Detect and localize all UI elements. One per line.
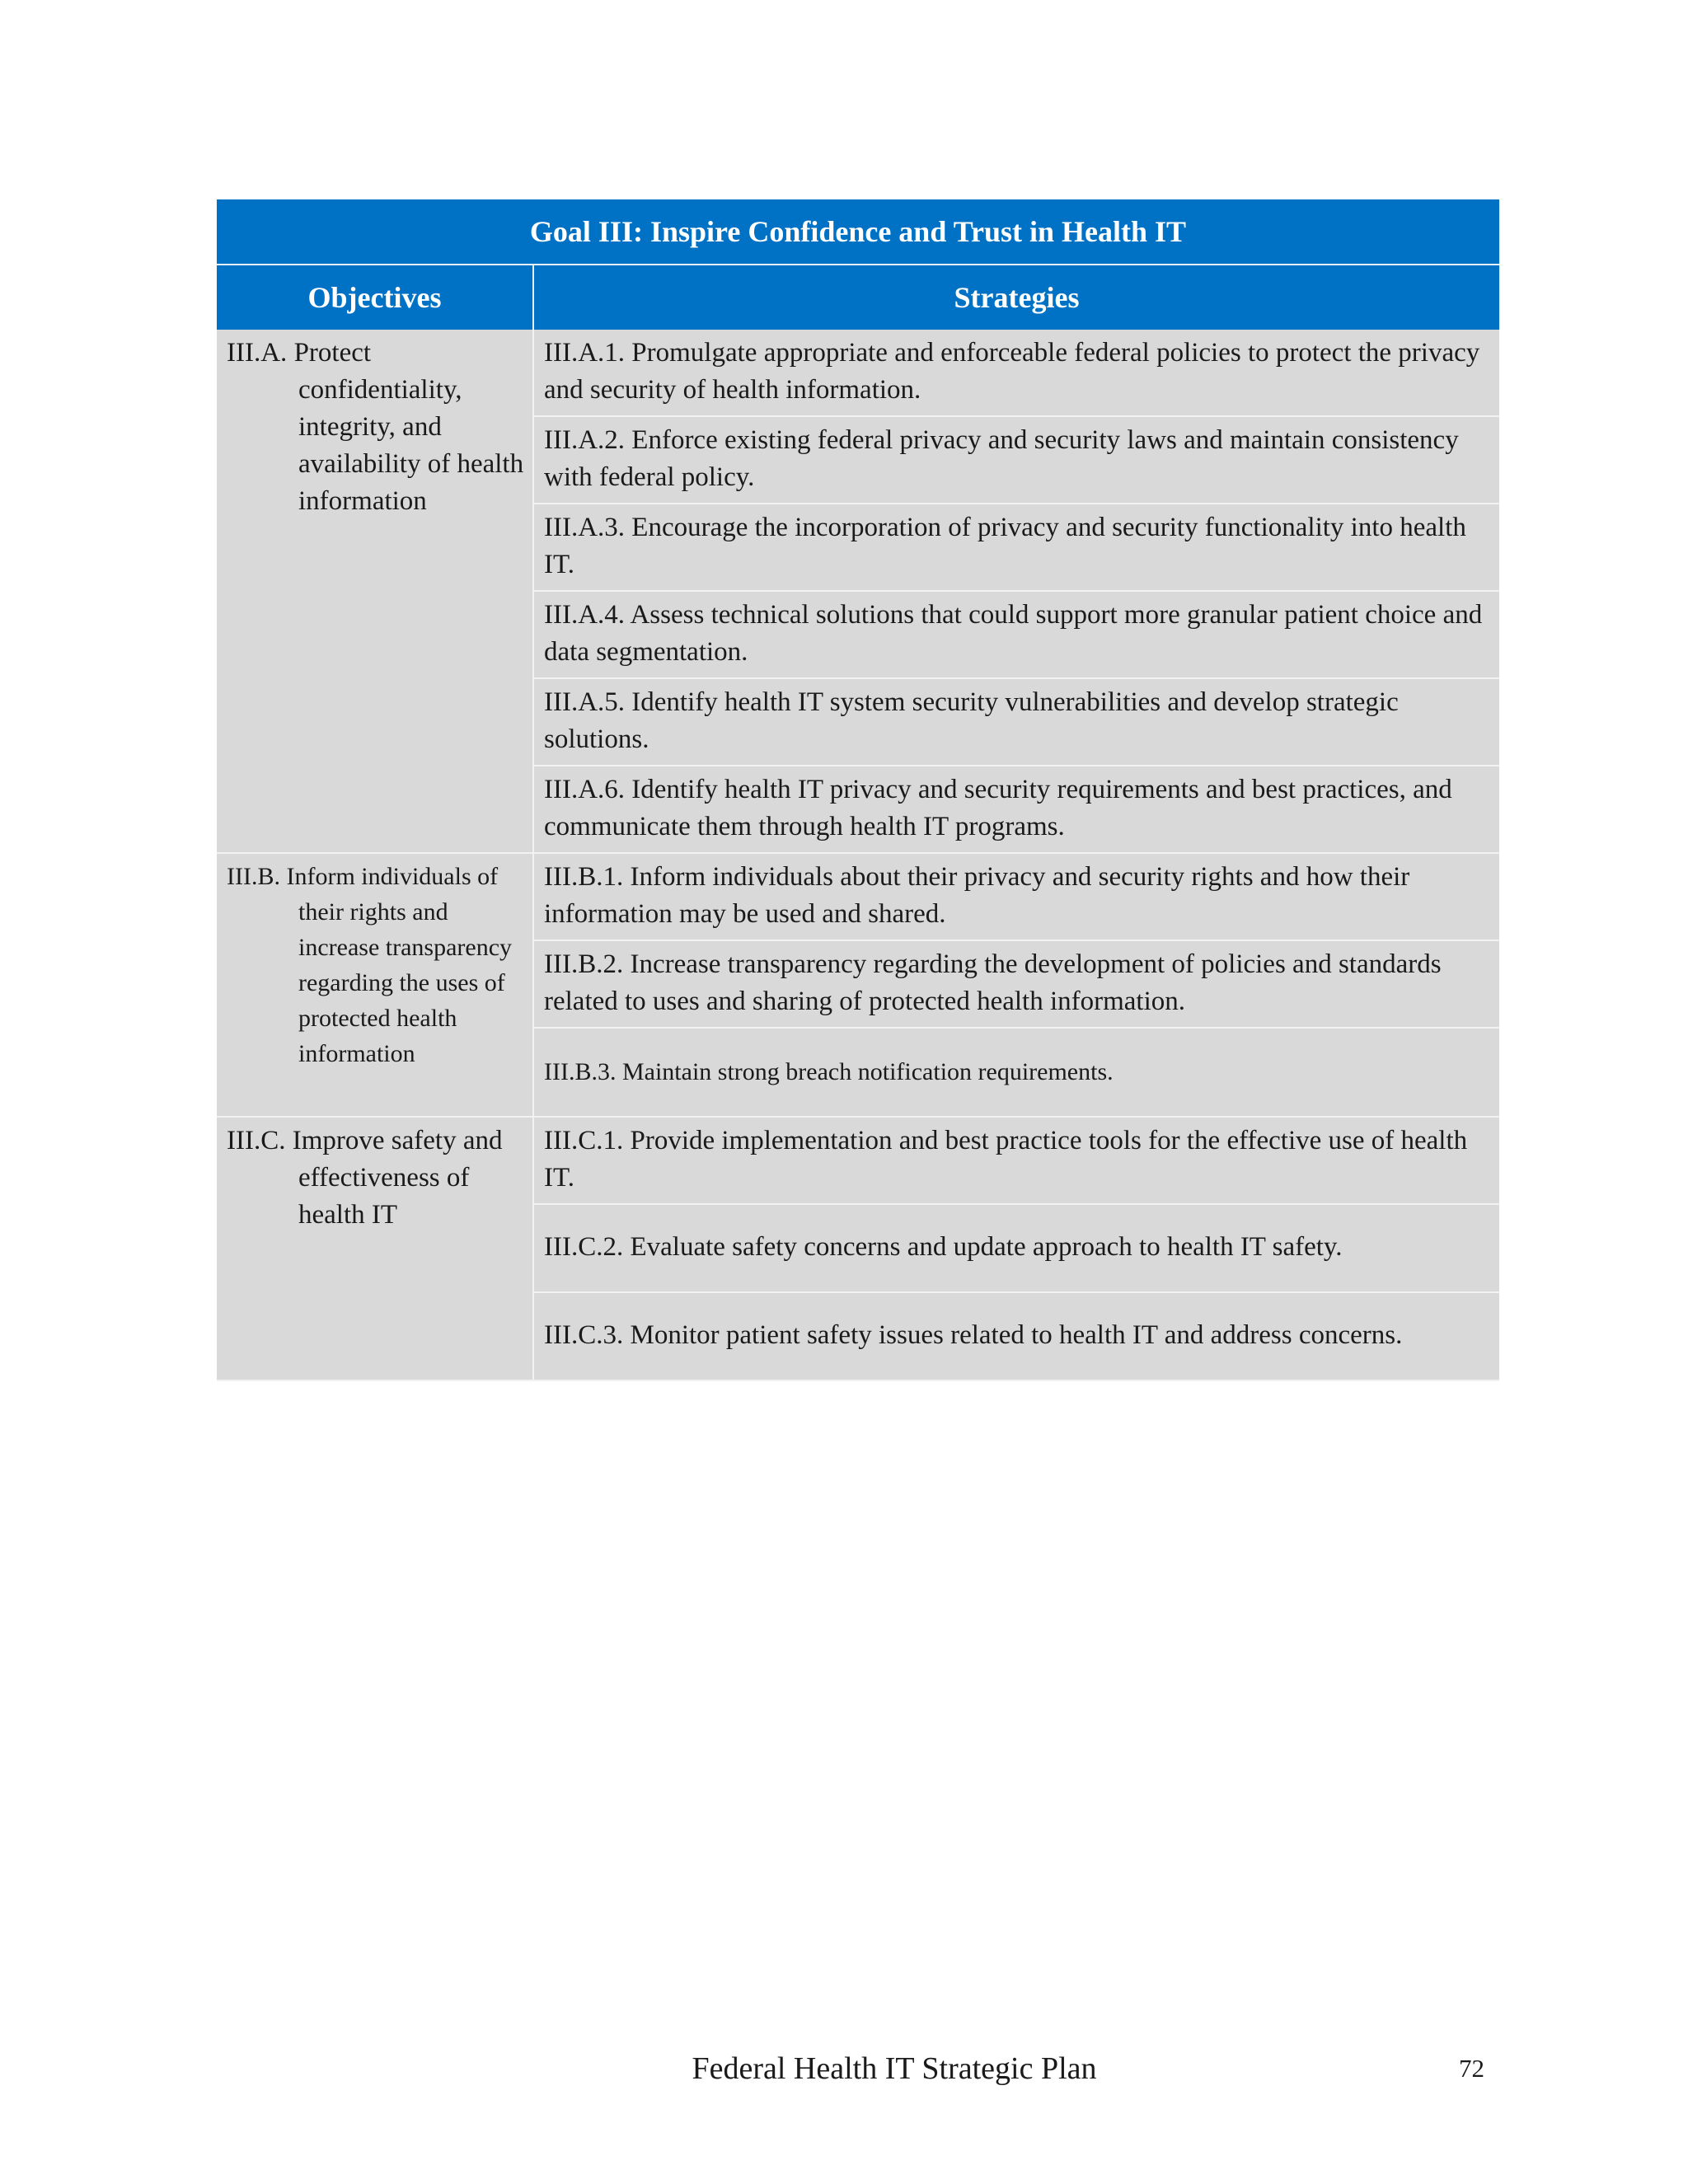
strategy-a3: III.A.3. Encourage the incorporation of privacy and security functionality into health IT.: [533, 504, 1499, 591]
strategy-b2: III.B.2. Increase transparency regarding the development of policies and standards related to uses and sharing of protected health information.: [533, 940, 1499, 1028]
table-row: [217, 1117, 1499, 1204]
strategy-a1: III.A.1. Promulgate appropriate and enforceable federal policies to protect the privacy and security of health information.: [533, 330, 1499, 416]
objective-c-text: Improve safety and effectiveness of health IT: [292, 1126, 503, 1230]
objective-a: [217, 330, 533, 853]
strategy-a4: III.A.4. Assess technical solutions that could support more granular patient choice and data segmentation.: [533, 591, 1499, 678]
objective-b-id: III.B.: [227, 863, 280, 890]
goal-title: Goal III: Inspire Confidence and Trust in Health IT: [217, 199, 1499, 265]
page-number: 72: [1459, 2054, 1484, 2083]
strategy-b3: III.B.3. Maintain strong breach notification requirements.: [533, 1028, 1499, 1117]
strategy-a2: III.A.2. Enforce existing federal privacy and security laws and maintain consistency with federal policy.: [533, 416, 1499, 504]
strategy-a6: III.A.6. Identify health IT privacy and security requirements and best practices, and communicate them through health IT programs.: [533, 766, 1499, 853]
goal-table: [217, 199, 1499, 1381]
strategies-header: Strategies: [533, 265, 1499, 330]
strategy-c1: III.C.1. Provide implementation and best practice tools for the effective use of health IT.: [533, 1117, 1499, 1204]
column-header-row: [217, 265, 1499, 330]
objective-a-text: Protect confidentiality, integrity, and availability of health information: [293, 338, 524, 516]
strategy-a5: III.A.5. Identify health IT system security vulnerabilities and develop strategic solutions.: [533, 678, 1499, 766]
objective-c: [217, 1117, 533, 1380]
objective-b: [217, 853, 533, 1117]
table-row: [217, 853, 1499, 940]
objective-a-id: III.A.: [227, 338, 288, 368]
objective-b-text: Inform individuals of their rights and increase transparency regarding the uses of protected health information: [286, 863, 513, 1067]
strategy-b1: III.B.1. Inform individuals about their privacy and security rights and how their information may be used and shared.: [533, 853, 1499, 940]
objectives-header: Objectives: [217, 265, 533, 330]
table-row: [217, 330, 1499, 416]
strategy-c2: III.C.2. Evaluate safety concerns and update approach to health IT safety.: [533, 1204, 1499, 1292]
footer-title: Federal Health IT Strategic Plan: [692, 2051, 1097, 2086]
goal-title-row: [217, 199, 1499, 265]
strategy-c3: III.C.3. Monitor patient safety issues related to health IT and address concerns.: [533, 1292, 1499, 1380]
objective-c-id: III.C.: [227, 1126, 286, 1155]
